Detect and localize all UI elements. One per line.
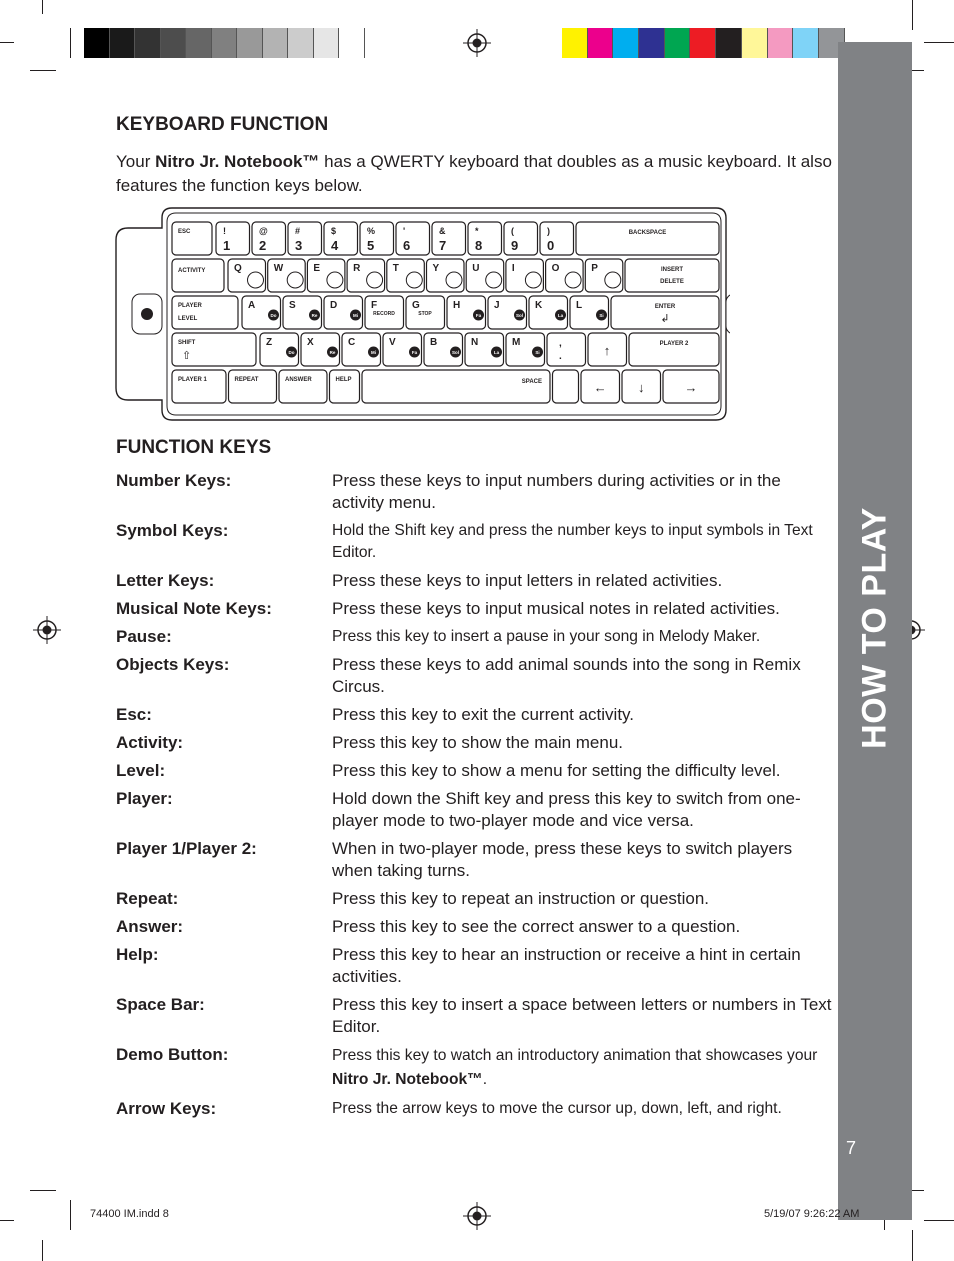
function-key-row bbox=[116, 520, 832, 564]
key-insert-delete bbox=[625, 259, 719, 292]
key-symbol-label: , bbox=[559, 338, 562, 349]
key-label: LEVEL bbox=[178, 316, 198, 322]
color-swatch bbox=[613, 28, 639, 58]
key-activity bbox=[172, 259, 224, 292]
key-player-2 bbox=[629, 333, 719, 366]
crop-mark bbox=[30, 1190, 56, 1191]
function-key-row bbox=[116, 994, 832, 1038]
key-letter-label: W bbox=[273, 263, 284, 274]
arrow-left-icon: ← bbox=[593, 380, 607, 395]
function-key-description: Press this key to exit the current activity. bbox=[332, 705, 635, 724]
note-badge-label: La bbox=[493, 350, 500, 355]
function-key-description bbox=[332, 1044, 832, 1092]
key-label: HELP bbox=[335, 377, 352, 383]
grayscale-color-bar bbox=[84, 28, 365, 58]
key-letter-label: L bbox=[576, 300, 583, 311]
function-key-term: Arrow Keys: bbox=[116, 1099, 217, 1118]
crop-mark bbox=[0, 1220, 14, 1221]
key-letter-label: N bbox=[471, 337, 479, 348]
registration-mark-icon bbox=[33, 616, 61, 644]
function-key bbox=[330, 370, 360, 403]
note-badge-label: Re bbox=[329, 350, 336, 355]
key-label: PLAYER bbox=[178, 303, 202, 309]
intro-text: has a QWERTY keyboard that doubles as a music keyboard. It also features the function keys below. bbox=[116, 152, 832, 195]
function-key-description: Press this key to see the correct answer to a question. bbox=[332, 917, 741, 936]
key-letter-label: K bbox=[535, 300, 543, 311]
key-letter-label: B bbox=[430, 337, 438, 348]
intro-text: Your bbox=[116, 152, 156, 171]
key-letter-label: R bbox=[353, 263, 361, 274]
crop-mark bbox=[42, 1240, 43, 1261]
key-letter-label: V bbox=[389, 337, 396, 348]
key-letter-label: Y bbox=[432, 263, 440, 274]
color-swatch bbox=[263, 28, 289, 58]
key-number-label: 6 bbox=[403, 238, 411, 253]
function-key-term: Activity: bbox=[116, 733, 184, 752]
arrow-right-icon: → bbox=[684, 380, 698, 395]
color-swatch bbox=[288, 28, 314, 58]
function-key-term: Pause: bbox=[116, 627, 172, 646]
color-swatch bbox=[135, 28, 161, 58]
product-name: Nitro Jr. Notebook™ bbox=[332, 1071, 483, 1088]
note-badge-label: Mi bbox=[353, 313, 358, 318]
shift-icon: ⇧ bbox=[182, 350, 192, 362]
function-key-row bbox=[116, 626, 832, 648]
key-label: PLAYER 1 bbox=[178, 377, 207, 383]
function-key-row bbox=[116, 838, 832, 882]
key-label: SHIFT bbox=[178, 340, 196, 346]
key-number-label: 9 bbox=[511, 238, 519, 253]
note-badge-label: Do bbox=[270, 313, 277, 318]
function-key-term: Symbol Keys: bbox=[116, 521, 229, 540]
key-label: DELETE bbox=[660, 279, 684, 285]
key-letter-label: E bbox=[313, 263, 321, 274]
key-letter-label: F bbox=[371, 300, 378, 311]
key-label: REPEAT bbox=[234, 377, 259, 383]
key-symbol-label: % bbox=[367, 226, 376, 236]
key-letter-label: H bbox=[453, 300, 461, 311]
key-number-label: 5 bbox=[367, 238, 375, 253]
key-symbol-label: ' bbox=[403, 226, 406, 236]
function-key-row bbox=[116, 888, 832, 910]
color-swatch bbox=[212, 28, 238, 58]
key-esc bbox=[172, 222, 212, 255]
key-symbol-label: ) bbox=[547, 226, 550, 236]
key-letter-label: G bbox=[412, 300, 420, 311]
note-badge-label: Fa bbox=[475, 313, 482, 318]
key-number-label: 7 bbox=[439, 238, 447, 253]
number-key bbox=[288, 222, 322, 255]
section-heading-keyboard-function: KEYBOARD FUNCTION bbox=[116, 114, 329, 135]
function-key-description: Hold down the Shift key and press this key to switch from one-player mode to two-player mode and vice versa. bbox=[332, 789, 801, 830]
function-key-term: Help: bbox=[116, 945, 159, 964]
process-color-bar bbox=[562, 28, 845, 58]
key-letter-label: J bbox=[494, 300, 500, 311]
section-heading-function-keys: FUNCTION KEYS bbox=[116, 437, 272, 458]
function-key bbox=[172, 370, 226, 403]
product-name: Nitro Jr. Notebook™ bbox=[155, 152, 320, 171]
arrow-down-icon: ↓ bbox=[638, 380, 645, 395]
key-symbol-label: ( bbox=[511, 226, 514, 236]
key-backspace bbox=[576, 222, 719, 255]
color-swatch bbox=[588, 28, 614, 58]
key-player-level bbox=[172, 296, 238, 329]
function-key-row bbox=[116, 1044, 832, 1092]
function-key-description: Hold the Shift key and press the number keys to input symbols in Text Editor. bbox=[332, 522, 813, 561]
color-swatch bbox=[161, 28, 187, 58]
color-swatch bbox=[110, 28, 136, 58]
footer-file-name: 74400 IM.indd 8 bbox=[90, 1208, 169, 1220]
key-number-label: 2 bbox=[259, 238, 267, 253]
key-symbol-label: ! bbox=[223, 226, 226, 236]
crop-mark bbox=[42, 0, 43, 14]
note-badge-label: Sol bbox=[515, 313, 524, 318]
function-key-term: Letter Keys: bbox=[116, 571, 215, 590]
function-key-row bbox=[116, 760, 832, 782]
key-letter-label: Q bbox=[234, 263, 242, 274]
key-label: ESC bbox=[178, 229, 191, 235]
crop-mark bbox=[912, 1230, 913, 1261]
function-key-term: Player: bbox=[116, 789, 173, 808]
function-key-row bbox=[116, 598, 832, 620]
key-label: ENTER bbox=[654, 304, 676, 310]
function-key bbox=[229, 370, 277, 403]
note-badge-label: Fa bbox=[411, 350, 418, 355]
key-letter-label: C bbox=[348, 337, 356, 348]
key-symbol-label: # bbox=[295, 226, 301, 236]
key-number-label: 8 bbox=[475, 238, 483, 253]
key-letter-label: A bbox=[248, 300, 256, 311]
color-swatch bbox=[237, 28, 263, 58]
key-label: SPACE bbox=[521, 379, 542, 385]
enter-icon: ↲ bbox=[660, 313, 670, 325]
key-letter-label: T bbox=[392, 263, 399, 274]
color-swatch bbox=[84, 28, 110, 58]
key-comma-period bbox=[547, 333, 586, 366]
key-label: INSERT bbox=[660, 267, 684, 273]
key-number-label: 1 bbox=[223, 238, 231, 253]
function-key-term: Demo Button: bbox=[116, 1045, 229, 1064]
function-key bbox=[279, 370, 327, 403]
function-key-term: Objects Keys: bbox=[116, 655, 230, 674]
color-swatch bbox=[339, 28, 365, 58]
description-text: . bbox=[482, 1071, 488, 1088]
key-label: PLAYER 2 bbox=[659, 341, 689, 347]
key-letter-label: Z bbox=[266, 337, 273, 348]
key-letter-label: D bbox=[330, 300, 338, 311]
function-key-description: Press the arrow keys to move the cursor up, down, left, and right. bbox=[332, 1100, 782, 1117]
crop-mark bbox=[30, 70, 56, 71]
function-key-term: Musical Note Keys: bbox=[116, 599, 272, 618]
key-label: ACTIVITY bbox=[178, 268, 206, 274]
note-badge-label: La bbox=[557, 313, 564, 318]
key-number-label: 3 bbox=[295, 238, 303, 253]
function-key-row bbox=[116, 788, 832, 832]
crop-mark bbox=[70, 28, 71, 58]
function-key-term: Space Bar: bbox=[116, 995, 205, 1014]
page-number: 7 bbox=[846, 1138, 857, 1158]
color-swatch bbox=[562, 28, 588, 58]
key-label: BACKSPACE bbox=[628, 230, 667, 236]
crop-mark bbox=[924, 42, 954, 43]
crop-mark bbox=[0, 42, 14, 43]
number-key bbox=[504, 222, 538, 255]
key-number-label: 4 bbox=[331, 238, 339, 253]
number-key bbox=[468, 222, 502, 255]
crop-mark bbox=[70, 1200, 71, 1230]
function-key-description: Press this key to repeat an instruction or question. bbox=[332, 889, 710, 908]
function-key-row bbox=[116, 704, 832, 726]
key-sub-label: STOP bbox=[418, 311, 432, 317]
key-demo bbox=[553, 370, 579, 403]
note-badge-label: Re bbox=[311, 313, 318, 318]
key-symbol-label: & bbox=[439, 226, 446, 236]
key-letter-label: O bbox=[551, 263, 560, 274]
key-symbol-label: . bbox=[559, 351, 562, 362]
key-sub-label: RECORD bbox=[373, 311, 395, 317]
key-symbol-label: $ bbox=[331, 226, 337, 236]
function-key-term: Repeat: bbox=[116, 889, 179, 908]
number-key bbox=[396, 222, 430, 255]
function-key-term: Number Keys: bbox=[116, 471, 232, 490]
note-badge-label: Do bbox=[288, 350, 295, 355]
arrow-up-icon: ↑ bbox=[603, 343, 611, 358]
function-key-term: Player 1/Player 2: bbox=[116, 839, 257, 858]
function-key-row bbox=[116, 1098, 832, 1120]
function-key-description: Press this key to insert a space between letters or numbers in Text Editor. bbox=[332, 995, 832, 1036]
note-badge-label: Si bbox=[599, 313, 604, 318]
footer-timestamp: 5/19/07 9:26:22 AM bbox=[764, 1208, 860, 1220]
key-letter-label: I bbox=[511, 263, 515, 274]
key-label: ANSWER bbox=[285, 377, 312, 383]
color-swatch bbox=[639, 28, 665, 58]
function-key-description: Press this key to show the main menu. bbox=[332, 733, 624, 752]
number-key bbox=[360, 222, 394, 255]
description-text: Press this key to watch an introductory animation that showcases your bbox=[332, 1047, 818, 1064]
color-swatch bbox=[314, 28, 340, 58]
function-key-row bbox=[116, 654, 832, 698]
number-key bbox=[324, 222, 358, 255]
function-key-description: Press these keys to input musical notes in related activities. bbox=[332, 599, 780, 618]
function-key-row bbox=[116, 916, 832, 938]
crop-mark bbox=[924, 1220, 954, 1221]
function-key-term: Level: bbox=[116, 761, 166, 780]
function-key-description: Press these keys to input letters in related activities. bbox=[332, 571, 723, 590]
key-letter-label: X bbox=[307, 337, 314, 348]
key-letter-label: U bbox=[472, 263, 480, 274]
function-key-term: Answer: bbox=[116, 917, 184, 936]
key-letter-label: M bbox=[512, 337, 521, 348]
key-letter-label: S bbox=[289, 300, 296, 311]
side-tab-label: HOW TO PLAY bbox=[855, 507, 894, 749]
function-key-description: Press this key to insert a pause in your song in Melody Maker. bbox=[332, 628, 761, 645]
keyboard-diagram bbox=[114, 206, 730, 422]
function-key-row bbox=[116, 944, 832, 988]
number-key bbox=[432, 222, 466, 255]
color-swatch bbox=[690, 28, 716, 58]
number-key bbox=[216, 222, 250, 255]
function-key-description: Press this key to hear an instruction or receive a hint in certain activities. bbox=[332, 945, 801, 986]
left-side-button-icon bbox=[141, 308, 153, 320]
color-swatch bbox=[742, 28, 768, 58]
key-letter-label: P bbox=[591, 263, 598, 274]
right-side-button bbox=[726, 294, 730, 334]
note-badge-label: Sol bbox=[451, 350, 460, 355]
note-badge-label: Mi bbox=[371, 350, 376, 355]
key-symbol-label: * bbox=[475, 226, 479, 236]
key-space-bar bbox=[362, 370, 550, 403]
color-swatch bbox=[665, 28, 691, 58]
function-key-description: Press these keys to add animal sounds into the song in Remix Circus. bbox=[332, 655, 801, 696]
number-key bbox=[540, 222, 574, 255]
intro-paragraph bbox=[116, 150, 832, 198]
function-key-row bbox=[116, 570, 832, 592]
crop-mark bbox=[912, 0, 913, 30]
function-key-description: Press these keys to input numbers during activities or in the activity menu. bbox=[332, 471, 781, 512]
registration-mark-icon bbox=[463, 29, 491, 57]
note-badge-label: Si bbox=[535, 350, 540, 355]
function-key-term: Esc: bbox=[116, 705, 152, 724]
function-keys-list bbox=[116, 470, 832, 1120]
number-key bbox=[252, 222, 286, 255]
key-symbol-label: @ bbox=[259, 226, 268, 236]
color-swatch bbox=[186, 28, 212, 58]
registration-mark-icon bbox=[463, 1202, 491, 1230]
color-swatch bbox=[768, 28, 794, 58]
function-key-description: Press this key to show a menu for setting the difficulty level. bbox=[332, 761, 781, 780]
function-key-row bbox=[116, 732, 832, 754]
key-number-label: 0 bbox=[547, 238, 555, 253]
function-key-row bbox=[116, 470, 832, 514]
function-key-description: When in two-player mode, press these keys to switch players when taking turns. bbox=[332, 839, 793, 880]
color-swatch bbox=[793, 28, 819, 58]
color-swatch bbox=[716, 28, 742, 58]
